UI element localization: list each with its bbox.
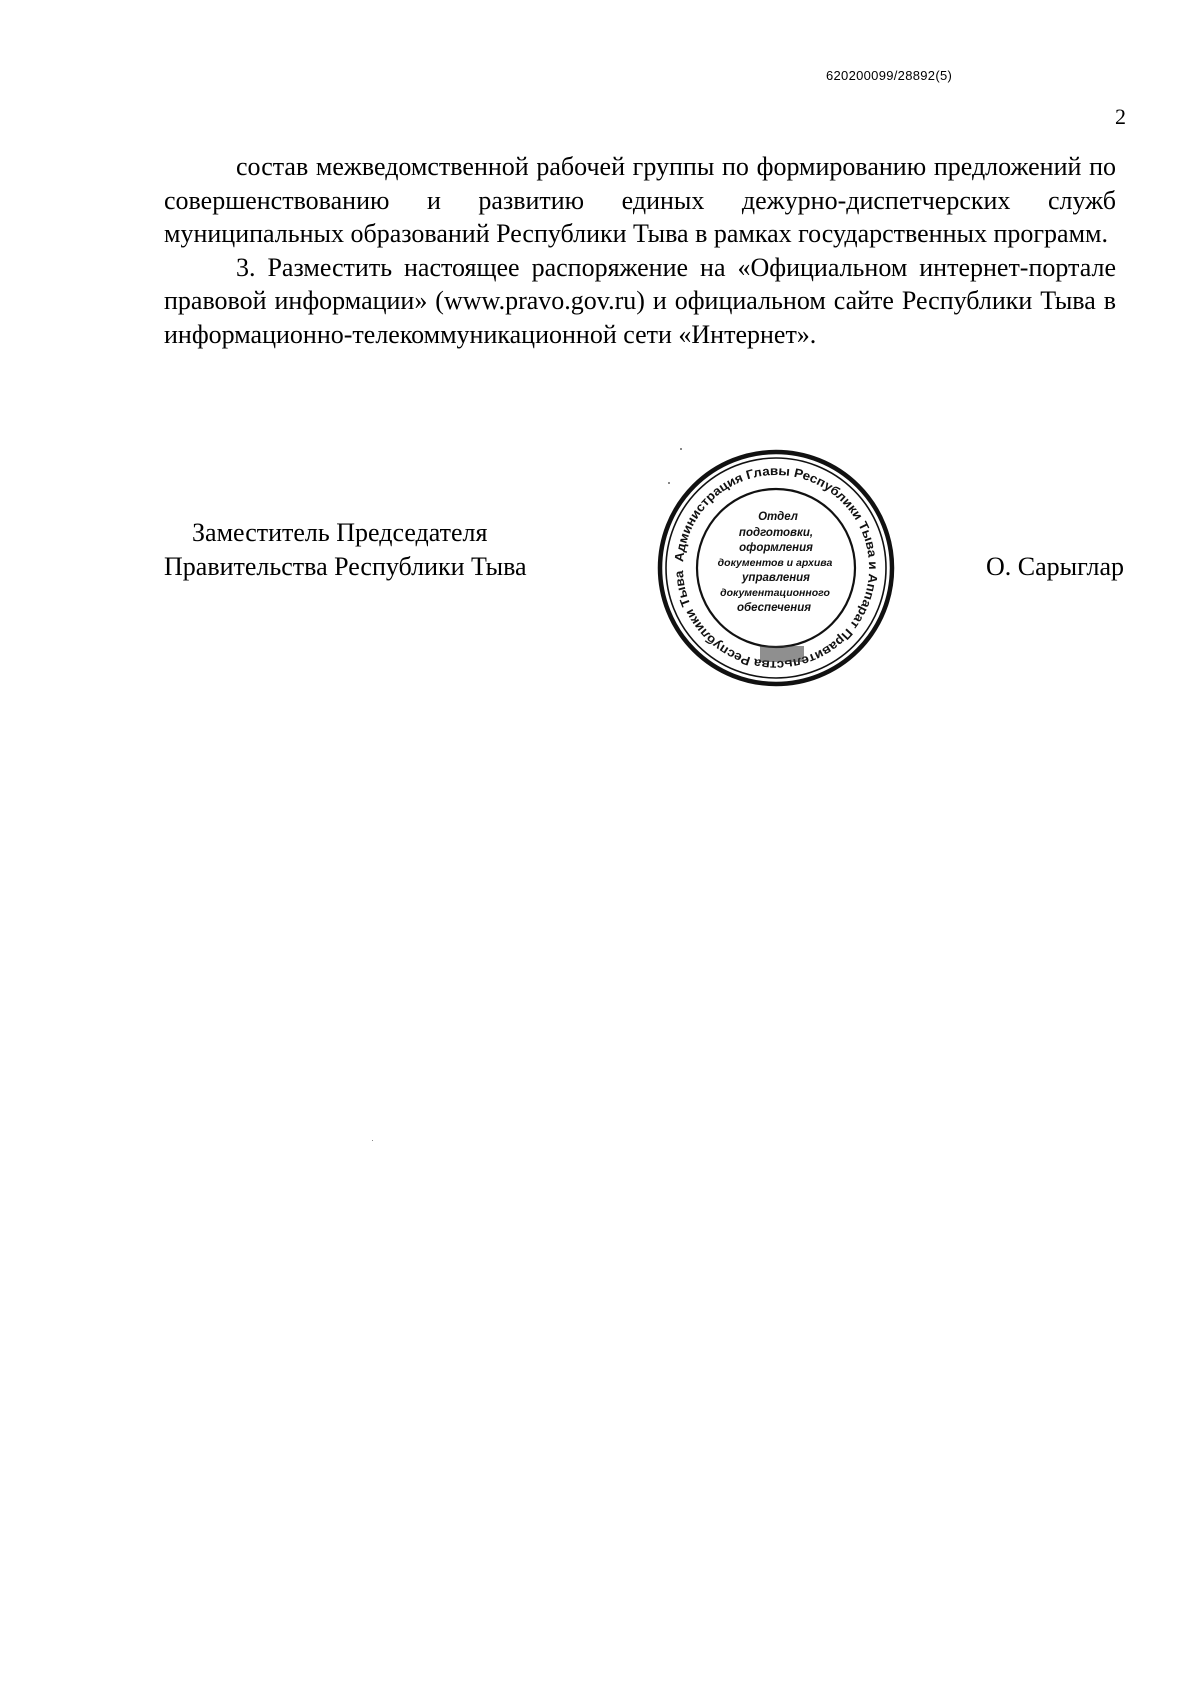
scan-artifact xyxy=(372,1140,373,1141)
stamp-line-7: обеспечения xyxy=(736,602,812,614)
stamp-line-3: оформления xyxy=(739,542,813,554)
stamp-smudge xyxy=(760,646,804,662)
paragraph-continuation: состав межведомственной рабочей группы по формированию предложений по совершенствованию и развитию единых дежурно-диспетчерских служб муниципальных образований Республики Тыва в рамках государственных программ. xyxy=(164,152,1116,248)
paragraph-item-3: 3. Разместить настоящее распоряжение на «Официальном интернет-портале правовой информации» (www.pravo.gov.ru) и официальном сайте Республики Тыва в информационно-телекоммуникационной сети «Интернет». xyxy=(164,252,1116,349)
signatory-position xyxy=(164,516,527,584)
stamp-line-2: подготовки, xyxy=(738,527,814,539)
official-seal-stamp xyxy=(656,448,896,688)
page-number: 2 xyxy=(1115,104,1126,129)
stamp-line-5: управления xyxy=(742,572,810,584)
scan-artifact xyxy=(668,482,670,484)
stamp-line-6: документационного xyxy=(720,587,830,599)
document-body xyxy=(164,150,1116,351)
position-line-2: Правительства Республики Тыва xyxy=(164,552,527,581)
scan-artifact xyxy=(680,448,682,450)
position-line-1: Заместитель Председателя xyxy=(192,518,488,547)
stamp-line-4: документов и архива xyxy=(717,557,833,569)
document-id: 620200099/28892(5) xyxy=(826,68,953,83)
stamp-line-1: Отдел xyxy=(758,511,798,523)
stamp-outer-text: Администрация Главы Республики Тыва и Аппарат Правительства Республики Тыва xyxy=(672,463,881,673)
signatory-name: О. Сарыглар xyxy=(986,552,1124,581)
